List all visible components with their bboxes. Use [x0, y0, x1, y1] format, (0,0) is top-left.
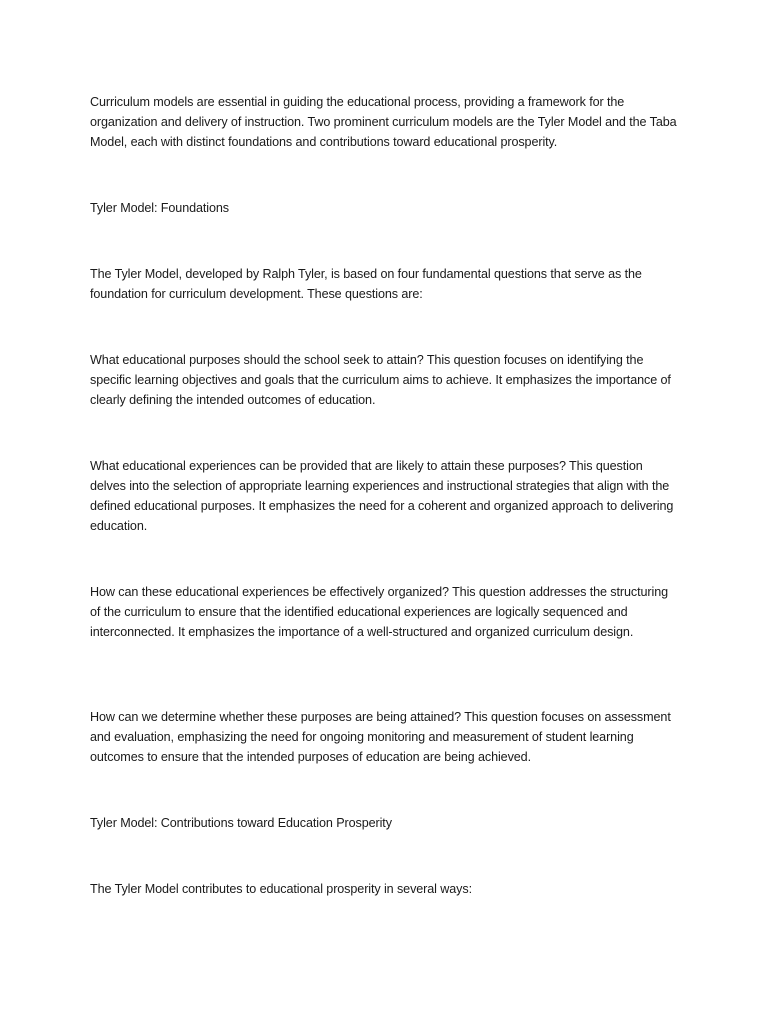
- section-heading-contributions: Tyler Model: Contributions toward Education Prosperity: [90, 816, 392, 830]
- question-2-paragraph: What educational experiences can be provided that are likely to attain these purposes? This question delves into the selection of appropriate learning experiences and instructional strategies that align with the defined educational purposes. It emphasizes the need for a coherent and organized approach to delivering education.: [90, 459, 674, 533]
- question-1-paragraph: What educational purposes should the school seek to attain? This question focuses on identifying the specific learning objectives and goals that the curriculum aims to achieve. It emphasizes the importance of clearly defining the intended outcomes of education.: [90, 353, 671, 407]
- question-3-paragraph: How can these educational experiences be effectively organized? This question addresses the structuring of the curriculum to ensure that the identified educational experiences are logically sequenced and interconnected. It emphasizes the importance of a well-structured and organized curriculum design.: [90, 585, 668, 639]
- section-heading-foundations: Tyler Model: Foundations: [90, 201, 230, 215]
- foundations-intro-paragraph: The Tyler Model, developed by Ralph Tyler, is based on four fundamental questions that serve as the foundation for curriculum development. These questions are:: [90, 267, 642, 301]
- intro-paragraph: Curriculum models are essential in guiding the educational process, providing a framework for the organization and delivery of instruction. Two prominent curriculum models are the Tyler Model and the Taba Model, each with distinct foundations and contributions toward educational prosperity.: [90, 95, 677, 149]
- question-4-paragraph: How can we determine whether these purposes are being attained? This question focuses on assessment and evaluation, emphasizing the need for ongoing monitoring and measurement of student learning outcomes to ensure that the intended purposes of education are being achieved.: [90, 710, 671, 764]
- contributions-intro-paragraph: The Tyler Model contributes to educational prosperity in several ways:: [90, 882, 472, 896]
